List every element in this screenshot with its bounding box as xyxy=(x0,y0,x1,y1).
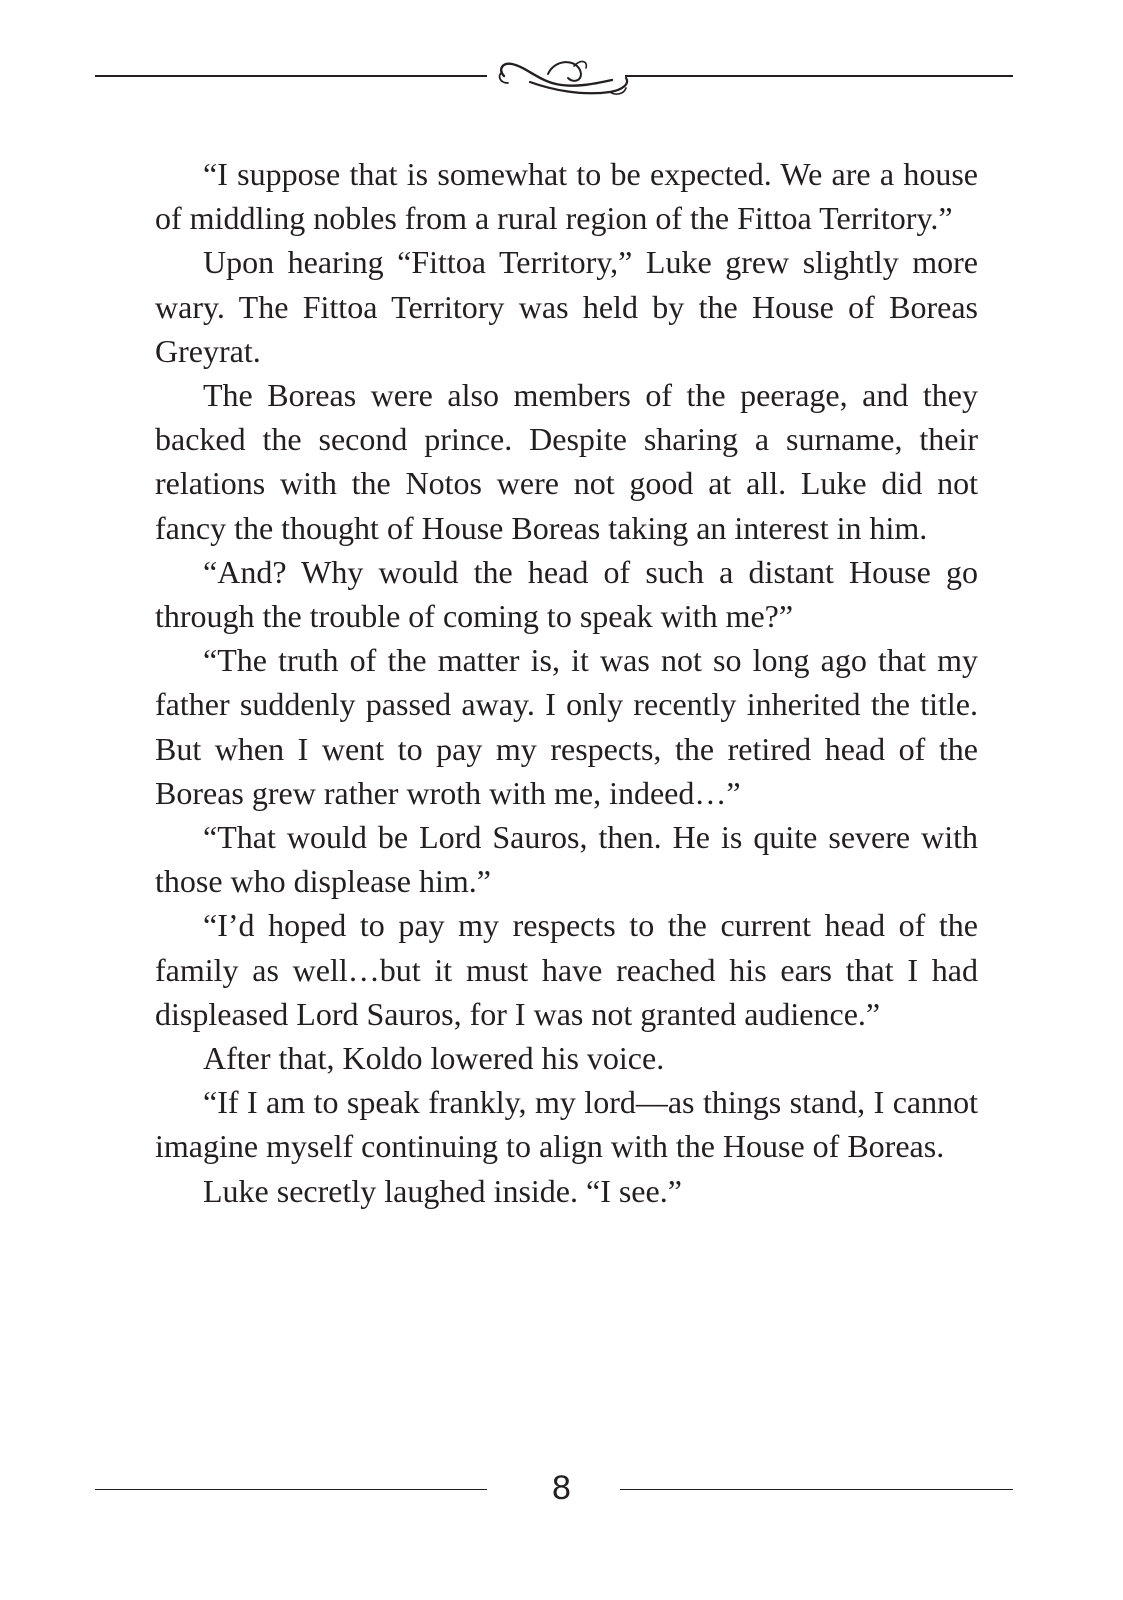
body-text xyxy=(155,152,978,1213)
paragraph: “That would be Lord Sauros, then. He is quite severe with those who displease him.” xyxy=(155,819,978,900)
paragraph: Upon hearing “Fittoa Territory,” Luke grew slightly more wary. The Fittoa Territory was held by the House of Boreas Greyrat. xyxy=(155,244,978,369)
paragraph: The Boreas were also members of the peerage, and they backed the second prince. Despite sharing a surname, their relations with the Notos were not good at all. Luke did not fancy the thought of House Boreas taking an interest in him. xyxy=(155,377,978,546)
flourish-ornament-icon xyxy=(490,52,630,102)
paragraph: “If I am to speak frankly, my lord—as things stand, I cannot imagine myself continuing to align with the House of Boreas. xyxy=(155,1084,978,1165)
paragraph: Luke secretly laughed inside. “I see.” xyxy=(203,1172,682,1209)
paragraph: “I’d hoped to pay my respects to the current head of the family as well…but it must have reached his ears that I had displeased Lord Sauros, for I was not granted audience.” xyxy=(155,907,978,1032)
paragraph: After that, Koldo lowered his voice. xyxy=(203,1040,665,1077)
paragraph: “I suppose that is somewhat to be expected. We are a house of middling nobles from a rural region of the Fittoa Territory.” xyxy=(155,156,978,237)
paragraph: “And? Why would the head of such a distant House go through the trouble of coming to speak with me?” xyxy=(155,553,978,635)
page-number: 8 xyxy=(552,1469,571,1507)
footer-rule-right xyxy=(620,1489,1013,1490)
header-rule-left xyxy=(95,75,487,77)
paragraph: “The truth of the matter is, it was not so long ago that my father suddenly passed away. I only recently inherited the title. But when I went to pay my respects, the retired head of the Boreas grew rather wroth with me, indeed…” xyxy=(155,642,978,811)
header-rule-right xyxy=(625,75,1013,77)
